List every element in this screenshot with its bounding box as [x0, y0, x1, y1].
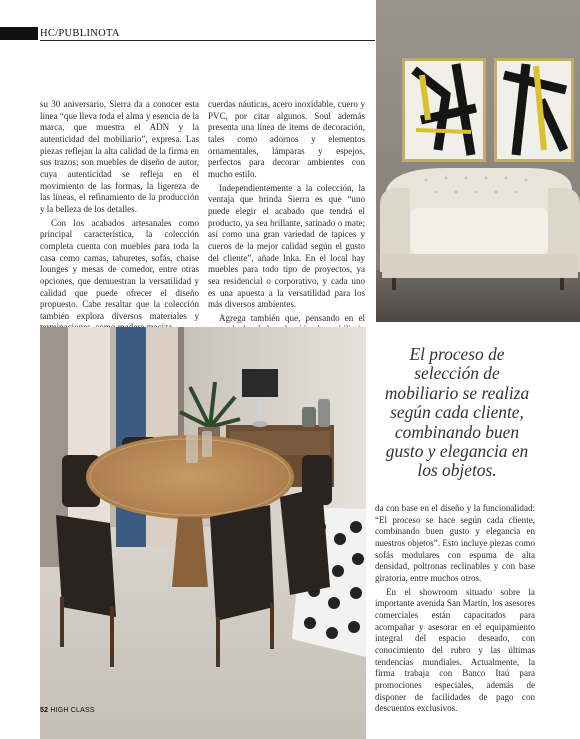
page-footer	[40, 707, 95, 714]
paragraph: cuerdas náuticas, acero inoxidable, cuero y PVC, por citar algunos. Soul además presenta una línea de ítems de decoración, tales como adornos y elementos ornamentales, lámparas y espejos, perfectos para decorar ambientes con mucho estilo.	[208, 99, 365, 179]
paragraph: Con los acabados artesanales como principal característica, la colección completa cuenta con muebles para toda la casa como camas, taburetes, sofás, chaise lounges y mesas de comedor, entre otras opciones, que demuestran la versatilidad y calidad que puede ofrecer el diseño propuesto. Cabe resaltar que la colección también explora diversos materiales y	[40, 217, 199, 321]
article-column-3	[375, 503, 535, 715]
pull-quote: El proceso de selección de mobiliario se realiza según cada cliente, combinando buen gusto y elegancia en los objetos.	[384, 344, 530, 481]
dining-room-photo	[40, 327, 366, 739]
paragraph: da con base en el diseño y la funcionalidad: “El proceso se hace según cada cliente, combinando buen gusto y elegancia en nuestros objetos”. Esto incluye piezas como sofás modulares con espuma de alta densidad, poltronas reclinables y con base giratoria, entre muchos otros.	[375, 503, 535, 583]
armchair-photo	[376, 0, 580, 322]
magazine-name: HIGH CLASS	[50, 707, 95, 714]
armchair-illustration	[376, 0, 580, 322]
paragraph: su 30 aniversario, Sierra da a conocer esta línea “que lleva toda el alma y esencia de la marca, que muestra el ADN y la autenticidad del mobiliario”, expresa. Las piezas reflejan la alta calidad de la firma en sus trazos; son muebles de diseño de autor, cuya autenticidad se refleja en el movimiento de las formas, la ligereza de las líneas, el refinamiento de la producción y la belleza de los detalles.	[40, 99, 199, 214]
article-column-1	[40, 99, 199, 334]
paragraph: En el showroom situado sobre la importante avenida San Martín, los asesores comerciales están capacitados para acompañar y asesorar en el equipamiento integral del espacio deseado, con conocimiento del rubro y las últimas tendencias mundiales. Actualmente, la firma trabaja con Banco Itaú para promociones especiales, además de disponer de facilidades de pago con descuentos exclusivos.	[375, 586, 535, 714]
paragraph: Agrega también que, pensando en el	[219, 312, 365, 323]
header-rule	[40, 40, 375, 41]
dining-room-illustration	[40, 327, 366, 739]
section-marker-bar	[0, 27, 38, 40]
section-label: HC/PUBLINOTA	[40, 28, 120, 39]
article-column-2	[208, 99, 365, 348]
page-number: 52	[40, 707, 49, 714]
paragraph: Independientemente a la colección, la ventaja que brinda Sierra es que “uno puede elegir el acabado que tendrá el producto, ya sea brillante, satinado o mate; así como una gran variedad de tapices y cueros de la mejor calidad según el gusto del cliente”, añade Inka. En el local hay muebles para todo tipo de proyectos, ya sea residencial o corporativo, y cada uno es una apuesta a la versatilidad para los más diversos ambientes.	[208, 182, 365, 310]
